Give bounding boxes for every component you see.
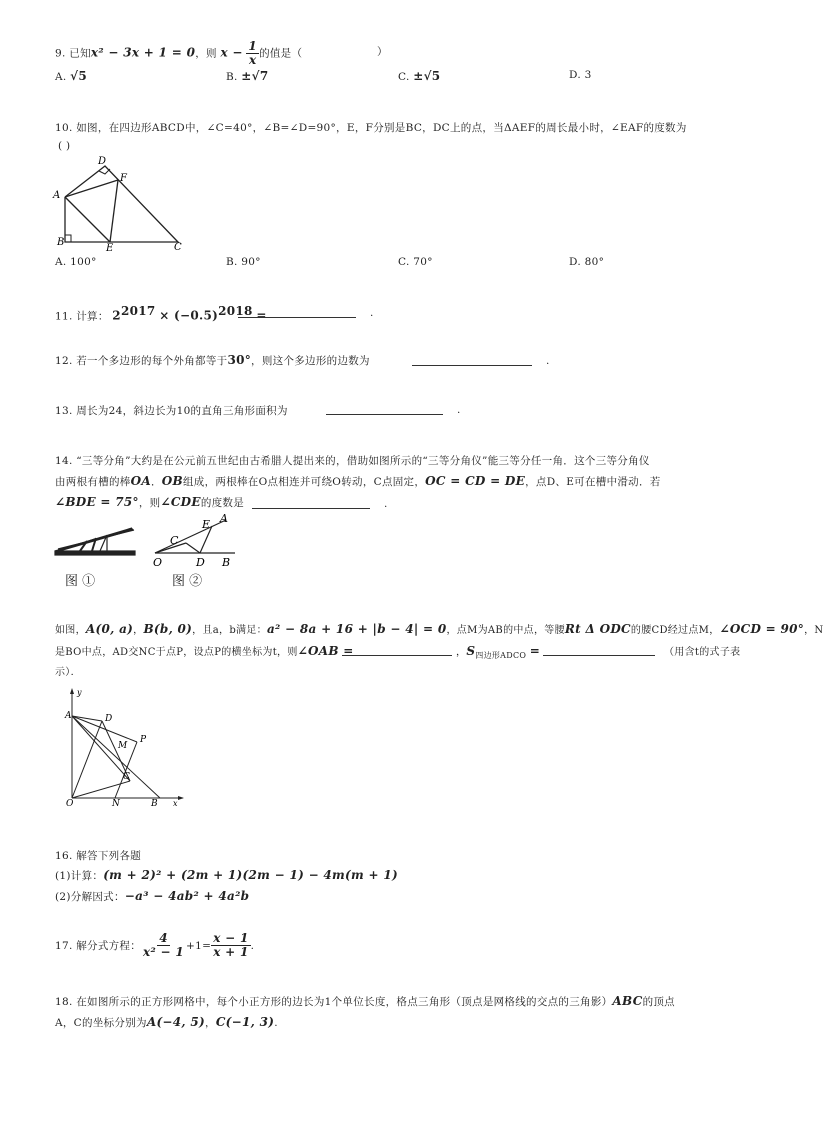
option-value: 70° [413, 256, 433, 268]
q14-text: 由两根有槽的棒 [55, 476, 131, 488]
q15-area-symbol: S [466, 644, 476, 658]
option-value: 80° [584, 256, 605, 268]
label-c: C [123, 772, 130, 782]
q9-expression: x − [220, 45, 243, 60]
q18-point-a: A(−4, 5) [146, 1015, 206, 1029]
q18-text: A，C的坐标分别为 [55, 1017, 147, 1029]
q14-figure-2 [150, 510, 240, 570]
q9-option-b [226, 69, 269, 83]
q17-stem [55, 932, 254, 959]
q12-answer-blank[interactable] [412, 364, 532, 366]
q14-line-1: 14. “三等分角”大约是在公元前五世纪由古希腊人提出来的，借助如图所示的“三等分角仪”能三等分任一角．这个三等分角仪 [55, 455, 650, 467]
q18-line-1 [55, 994, 675, 1009]
q15-text: ，点M为AB的中点，等腰 [446, 625, 565, 636]
q14-line-3 [55, 495, 244, 510]
label-b: B [222, 556, 231, 569]
q9-stem [55, 40, 302, 67]
label-c: C [174, 242, 182, 253]
frac-num: 4 [159, 931, 168, 945]
q9-equation: x² − 3x + 1 = 0 [90, 45, 196, 60]
q17-prefix: 17. 解分式方程： [55, 940, 142, 953]
q10-figure [50, 153, 190, 253]
label-c: C [170, 534, 179, 547]
q14-equation: OC = CD = DE [425, 474, 526, 488]
q12-suffix: ，则这个多边形的边数为 [251, 355, 370, 367]
option-label: D. [569, 256, 581, 268]
label-m: M [118, 741, 128, 751]
q15-area-subscript: 四边形ADCO [475, 651, 527, 660]
q16-title: 16. 解答下列各题 [55, 850, 142, 862]
q15-angle-oab: ∠OAB = [297, 644, 354, 658]
q17-end: . [250, 939, 255, 952]
q15-figure [55, 686, 185, 810]
q18-line-2 [55, 1015, 278, 1030]
q14-text: ，则 [138, 497, 161, 509]
q14-ob: OB [161, 474, 183, 488]
label-a: A [53, 190, 61, 201]
q9-paren-close: ） [377, 46, 388, 58]
q15-line-1 [55, 621, 823, 636]
q16-expression-1: (m + 2)² + (2m + 1)(2m − 1) − 4m(m + 1) [103, 868, 398, 882]
option-value: 3 [584, 69, 592, 81]
label-e: E [106, 243, 114, 254]
q17-plus: +1= [186, 939, 212, 952]
q12-stem [55, 353, 370, 368]
q12-end: . [546, 355, 550, 367]
q15-angle: ∠OCD = 90° [719, 622, 805, 636]
q18-point-c: C(−1, 3) [215, 1015, 275, 1029]
q13-answer-blank[interactable] [326, 413, 443, 415]
q16-part-1 [55, 868, 398, 883]
q10-option-b [226, 256, 261, 268]
q17-fraction-2 [211, 932, 250, 959]
label-e: E [202, 518, 211, 531]
q11-answer-blank[interactable] [238, 316, 356, 318]
q11-stem [55, 304, 267, 324]
q11-prefix: 11. 计算： [55, 310, 109, 323]
q14-text: 的度数是 [200, 497, 245, 509]
option-label: C. [398, 71, 410, 83]
q9-frac-num: 1 [248, 39, 258, 53]
q18-text: 的顶点 [642, 996, 675, 1008]
q14-angle-cde: ∠CDE [160, 495, 201, 509]
q18-triangle: ABC [612, 994, 643, 1008]
label-o: O [66, 799, 74, 809]
option-label: D. [569, 69, 581, 81]
q14-sep: ． [150, 476, 162, 488]
q11-base: 2 [112, 308, 121, 323]
q14-end: . [384, 498, 388, 510]
q14-answer-blank[interactable] [252, 507, 370, 509]
label-d: D [98, 156, 107, 167]
q18-end: . [274, 1017, 278, 1029]
q18-text: 18. 在如图所示的正方形网格中，每个小正方形的边长为1个单位长度，格点三角形（顶点是网格线的交点的三角影） [55, 996, 613, 1008]
frac-num: x − 1 [213, 931, 249, 945]
q15-text: ，N [804, 625, 823, 636]
q15-triangle: Rt Δ ODC [564, 622, 631, 636]
axis-y: y [77, 688, 82, 697]
label-n: N [112, 799, 120, 809]
q14-figure-1-caption: 图 ① [65, 574, 96, 589]
label-b: B [151, 799, 158, 809]
q15-text: ，且a，b满足： [192, 625, 267, 636]
option-value: ±√5 [413, 69, 441, 83]
q14-text: ，点D、E可在槽中滑动．若 [525, 476, 661, 488]
q15-text: 如图， [55, 625, 86, 636]
q10-option-c [398, 256, 433, 268]
q10-option-d [569, 256, 604, 268]
q10-stem: 10. 如图，在四边形ABCD中，∠C=40°，∠B=∠D=90°，E，F分别是BC，DC上的点，当ΔAEF的周长最小时，∠EAF的度数为 [55, 122, 687, 134]
q11-equals: = [256, 308, 267, 323]
q16-part-2 [55, 889, 249, 904]
q14-oa: OA [130, 474, 151, 488]
q15-blank-area[interactable] [543, 654, 655, 656]
option-value: 100° [70, 256, 97, 268]
q12-prefix: 12. 若一个多边形的每个外角都等于 [55, 355, 228, 367]
label-f: F [120, 173, 127, 184]
q15-line-3: 示）． [55, 667, 81, 678]
q16-expression-2: −a³ − 4ab² + 4a²b [124, 889, 250, 903]
label-a: A [220, 512, 228, 525]
q9-option-d [569, 69, 592, 81]
q11-exponent-2: 2018 [218, 304, 253, 318]
option-label: A. [55, 256, 67, 268]
q14-line-2 [55, 474, 661, 489]
q15-point-a: A(0, a) [85, 622, 134, 636]
q9-mid: ，则 [195, 47, 217, 60]
axis-x: x [173, 799, 178, 808]
label-d: D [196, 556, 205, 569]
q12-angle: 30° [227, 353, 252, 367]
q9-option-c [398, 69, 440, 83]
option-value: ±√7 [241, 69, 269, 83]
q15-text: 是BO中点，AD交NC于点P，设点P的横坐标为t，则 [55, 647, 298, 658]
q11-exponent-1: 2017 [120, 304, 156, 318]
q13-stem: 13. 周长为24，斜边长为10的直角三角形面积为 [55, 405, 288, 417]
option-value: 90° [241, 256, 261, 268]
q14-figure-2-caption: 图 ② [172, 574, 203, 589]
q16-part-label: (1)计算： [55, 870, 104, 882]
q14-angle-bde: ∠BDE = 75° [55, 495, 139, 509]
option-label: A. [55, 71, 67, 83]
question-number: 9. [55, 47, 66, 60]
q10-option-a [55, 256, 97, 268]
label-b: B [57, 237, 65, 248]
q15-text: 的腰CD经过点M， [630, 625, 720, 636]
q9-frac-den: x [249, 53, 257, 68]
q11-end: . [370, 307, 374, 319]
q15-text: （用含t的式子表 [664, 647, 741, 658]
q13-end: . [457, 404, 461, 416]
q9-option-a [55, 69, 87, 83]
q15-area-label [456, 643, 540, 661]
q10-paren: ( ) [58, 140, 71, 152]
q9-prefix: 已知 [69, 47, 91, 60]
q9-suffix: 的值是（ [259, 47, 303, 60]
label-o: O [153, 556, 163, 569]
q14-figure-1-trisector [52, 518, 142, 562]
q9-fraction [246, 40, 259, 67]
q15-line-2 [55, 643, 354, 658]
q16-part-label: (2)分解因式： [55, 891, 125, 903]
label-a: A [65, 711, 72, 721]
option-label: C. [398, 256, 410, 268]
q17-fraction-1 [141, 932, 186, 959]
q15-point-b: B(b, 0) [143, 622, 193, 636]
q15-equals: = [529, 644, 541, 658]
label-p: P [140, 735, 147, 745]
option-value: √5 [70, 69, 88, 83]
option-label: B. [226, 256, 238, 268]
option-label: B. [226, 71, 238, 83]
q18-sep: ， [205, 1017, 216, 1029]
q15-condition: a² − 8a + 16 + |b − 4| = 0 [266, 622, 447, 636]
frac-den: x + 1 [213, 945, 249, 960]
q15-sep: ， [456, 647, 467, 658]
q15-sep: ， [133, 625, 144, 636]
frac-den: x² − 1 [143, 945, 185, 960]
label-d: D [105, 714, 113, 724]
q11-times: × (−0.5) [159, 308, 219, 323]
q15-blank-angle[interactable] [342, 654, 452, 656]
q14-text: 组成，两根棒在O点相连并可绕O转动，C点固定， [183, 476, 426, 488]
